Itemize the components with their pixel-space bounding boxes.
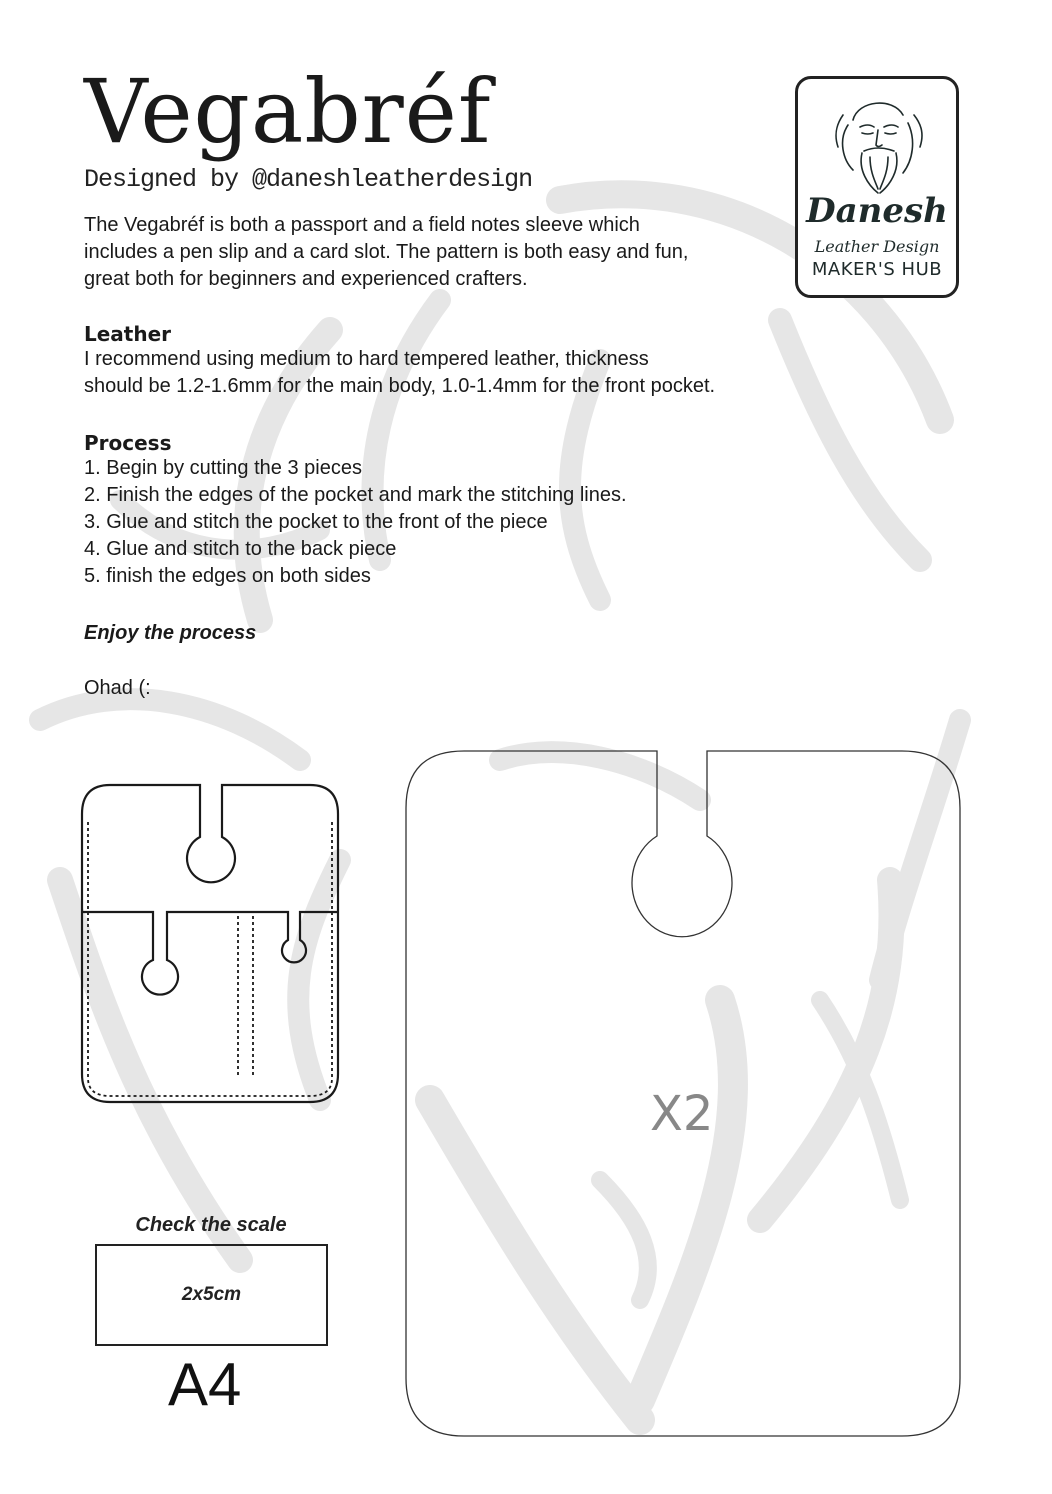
paper-size-label: A4 [168,1351,242,1418]
designer-credit: Designed by @daneshleatherdesign [84,165,533,194]
card-slot-outline [82,912,338,995]
intro-line: great both for beginners and experienced crafters. [84,268,528,290]
leather-heading: Leather [84,322,172,346]
process-step: 2. Finish the edges of the pocket and mark the stitching lines. [84,484,627,506]
logo-hub-label: MAKER'S HUB [811,259,943,280]
process-step: 4. Glue and stitch to the back piece [84,538,397,560]
leather-line: should be 1.2-1.6mm for the main body, 1.0-1.4mm for the front pocket. [84,375,716,397]
leather-section [84,322,804,400]
piece-count-label: X2 [650,1086,714,1142]
process-step: 1. Begin by cutting the 3 pieces [84,457,362,479]
scale-check-title: Check the scale [135,1214,287,1236]
stitch-line [88,822,332,1096]
leather-line: I recommend using medium to hard tempered leather, thickness [84,348,649,370]
brand-logo [795,76,959,298]
logo-subtitle: Leather Design [814,237,940,256]
logo-brand-name: Danesh [806,191,948,231]
scale-size-label: 2x5cm [181,1284,242,1305]
bearded-man-portrait-icon [798,85,956,197]
page-title: Vegabréf [84,60,492,163]
process-step: 5. finish the edges on both sides [84,565,371,587]
process-section [84,431,804,590]
intro-line: includes a pen slip and a card slot. The pattern is both easy and fun, [84,241,689,263]
signature: Ohad (: [84,677,151,699]
intro-line: The Vegabréf is both a passport and a field notes sleeve which [84,214,640,236]
process-heading: Process [84,431,172,455]
process-step: 3. Glue and stitch the pocket to the front of the piece [84,511,548,533]
front-pocket-pattern [78,782,344,1106]
enjoy-note: Enjoy the process [84,622,257,644]
intro-paragraph [84,212,774,293]
pocket-outline [82,785,338,1102]
scale-check-box [95,1244,328,1346]
